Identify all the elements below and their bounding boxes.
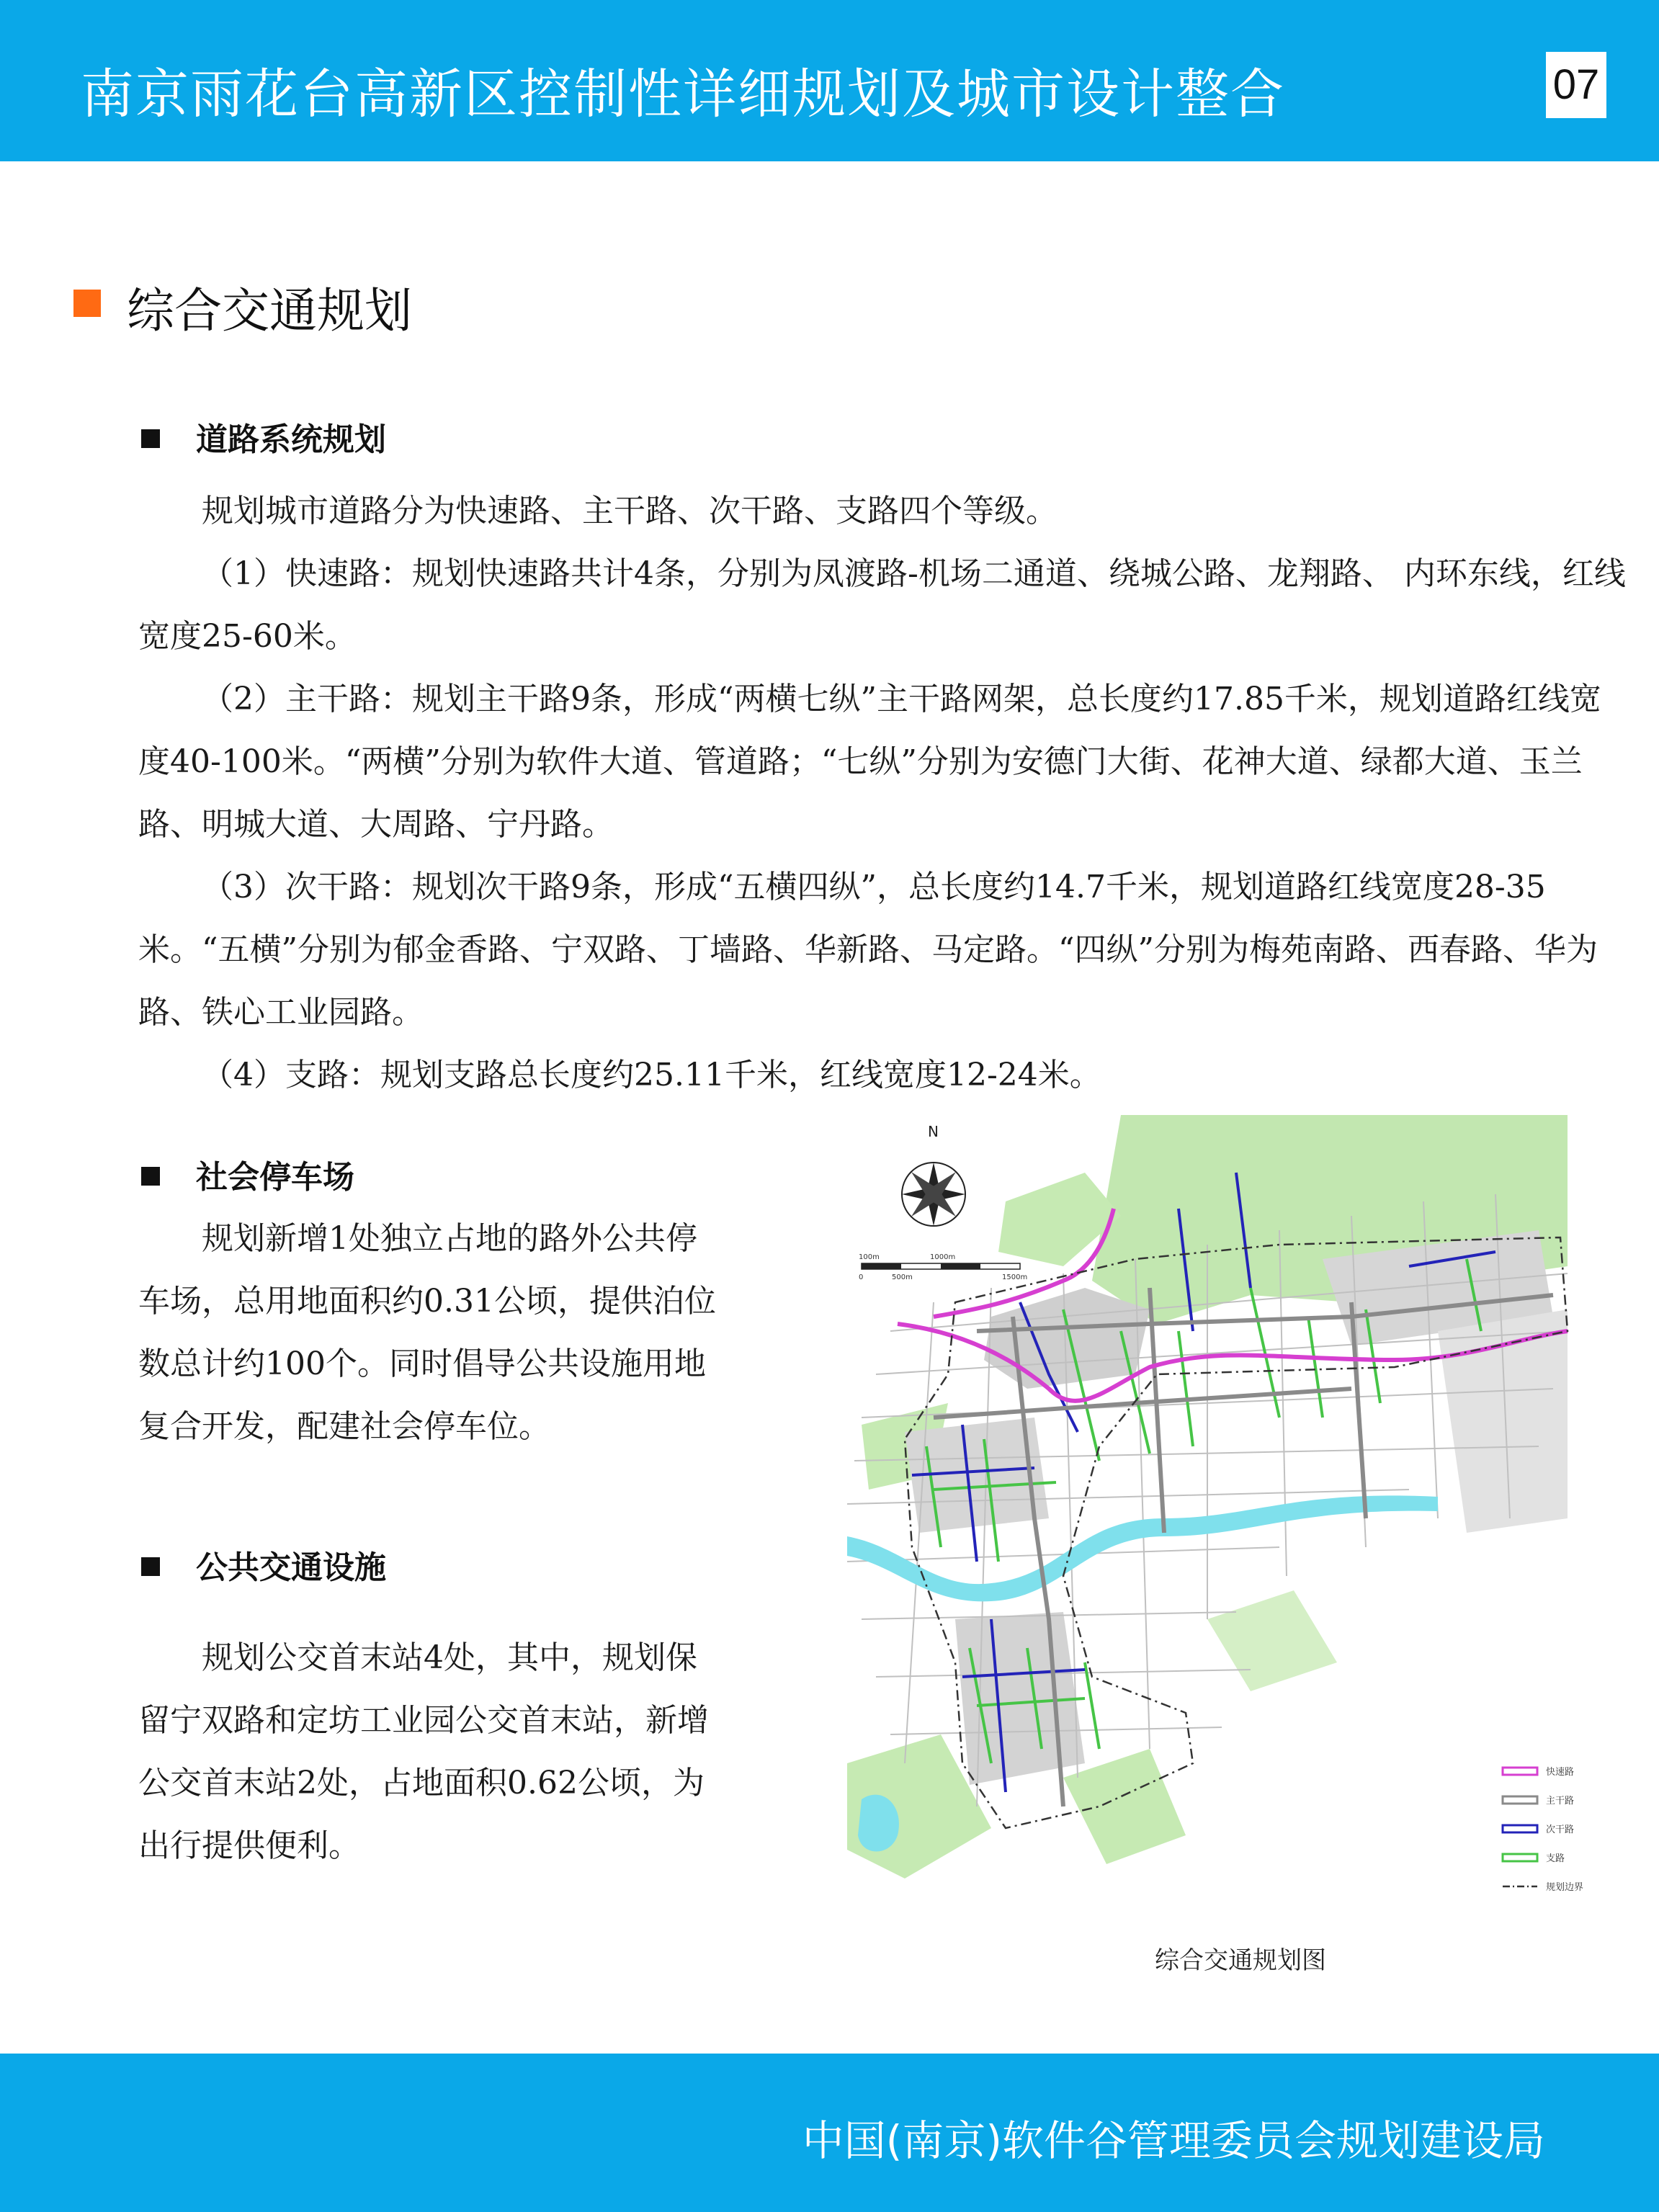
map-green-patch (1063, 1749, 1186, 1864)
road-system-paragraph: （2）主干路：规划主干路9条，形成“两横七纵”主干路网架，总长度约17.85千米，规划道路红线宽度40-100米。“两横”分别为软件大道、管道路；“七纵”分别为安德门大街、花神大道、绿都大道、玉兰路、明城大道、大周路、宁丹路。 (138, 681, 1601, 843)
transit-paragraph: 规划公交首末站4处，其中，规划保留宁双路和定坊工业园公交首末站，新增公交首末站2处，占地面积0.62公顷，为出行提供便利。 (138, 1639, 709, 1864)
legend-label: 次干路 (1546, 1824, 1575, 1835)
footer-bar (0, 2054, 1659, 2212)
page-number: 07 (1546, 52, 1606, 118)
legend-label: 主干路 (1546, 1796, 1575, 1806)
road-system-paragraph: （3）次干路：规划次干路9条，形成“五横四纵”，总长度约14.7千米，规划道路红线宽度28-35米。“五横”分别为郁金香路、宁双路、丁墙路、华新路、马定路。“四纵”分别为梅苑南路、西春路、华为路、铁心工业园路。 (138, 869, 1598, 1031)
legend-swatch-secondary-road (1503, 1825, 1537, 1832)
scale-label: 1500m (1002, 1273, 1028, 1281)
scale-label: 100m (859, 1253, 880, 1261)
legend-swatch-main-road (1503, 1796, 1537, 1804)
scale-label: 0 (859, 1273, 864, 1281)
road-system-paragraph: （1）快速路：规划快速路共计4条，分别为凤渡路-机场二通道、绕城公路、龙翔路、 内环东线，红线宽度25-60米。 (138, 555, 1626, 655)
map-caption: 综合交通规划图 (1155, 1946, 1326, 1975)
parking-title: 社会停车场 (196, 1159, 354, 1196)
section-marker-square (73, 290, 101, 317)
footer-organization: 中国(南京)软件谷管理委员会规划建设局 (802, 2116, 1545, 2165)
legend-label: 支路 (1546, 1853, 1565, 1864)
north-label: N (928, 1123, 939, 1140)
road-system-paragraph: （4）支路：规划支路总长度约25.11千米，红线宽度12-24米。 (202, 1057, 1101, 1093)
transport-plan-map (847, 1115, 1634, 1958)
road-system-title: 道路系统规划 (196, 421, 386, 458)
north-arrow-icon (902, 1163, 965, 1226)
scale-bar (859, 1253, 1027, 1281)
legend-swatch-expressway (1503, 1768, 1537, 1775)
parking-bullet (141, 1167, 160, 1186)
map-legend (1503, 1766, 1583, 1893)
transit-title: 公共交通设施 (196, 1549, 386, 1586)
legend-label: 快速路 (1546, 1767, 1575, 1778)
map-green-patch (1207, 1590, 1337, 1691)
transit-bullet (141, 1557, 160, 1576)
road-system-bullet (141, 429, 160, 448)
scale-label: 500m (892, 1273, 913, 1281)
legend-swatch-branch-road (1503, 1854, 1537, 1861)
road-system-paragraph: 规划城市道路分为快速路、主干路、次干路、支路四个等级。 (202, 493, 1057, 529)
document-title: 南京雨花台高新区控制性详细规划及城市设计整合 (81, 63, 1285, 125)
map-built-area (984, 1288, 1150, 1389)
section-title: 综合交通规划 (127, 283, 412, 339)
scale-label: 1000m (930, 1253, 956, 1261)
header-bar (0, 0, 1659, 161)
parking-paragraph: 规划新增1处独立占地的路外公共停车场，总用地面积约0.31公顷，提供泊位数总计约100个。同时倡导公共设施用地复合开发，配建社会停车位。 (138, 1220, 716, 1445)
legend-label: 规划边界 (1546, 1882, 1584, 1893)
